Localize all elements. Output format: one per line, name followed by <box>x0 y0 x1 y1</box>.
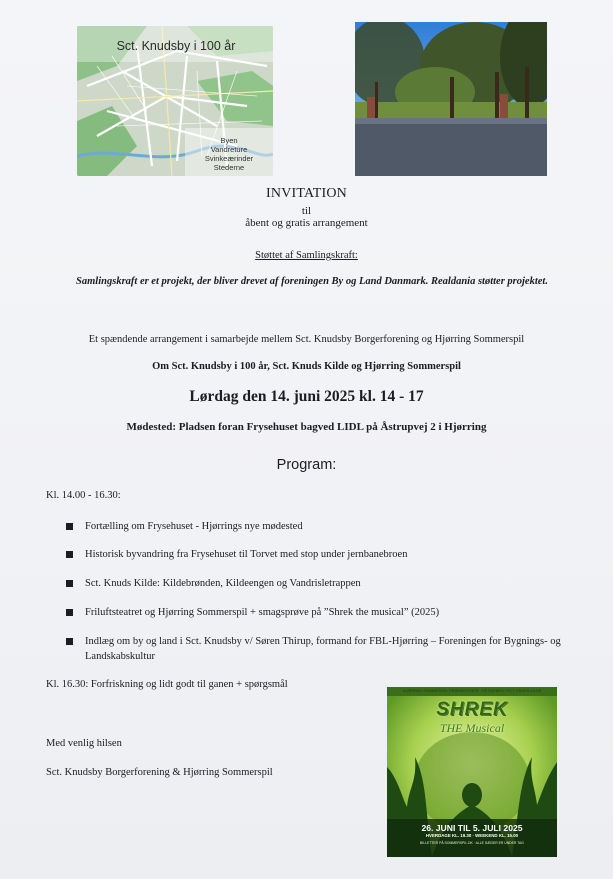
poster-times: HVERDAGE KL. 19.30 · WEEKEND KL. 15.00 <box>425 833 519 838</box>
poster-footer: BILLETTER PÅ SOMMERSPIL.DK · ALLE SÆDER ER UNDER TAG <box>420 841 524 845</box>
poster-subtitle: THE Musical <box>439 721 505 735</box>
support-label: Støttet af Samlingskraft: <box>255 250 358 261</box>
about-text: Om Sct. Knudsby i 100 år, Sct. Knuds Kilde og Hjørring Sommerspil <box>152 361 461 372</box>
closing-regards: Med venlig hilsen <box>46 738 122 749</box>
map-legend-item: Stederne <box>213 163 245 172</box>
poster-dates: 26. JUNI TIL 5. JULI 2025 <box>421 823 523 833</box>
closing-signature: Sct. Knudsby Borgerforening & Hjørring Sommerspil <box>46 767 273 778</box>
program-item-text: Friluftsteatret og Hjørring Sommerspil + smagsprøve på ”Shrek the musical” (2025) <box>85 607 440 618</box>
bullet-icon <box>66 523 73 530</box>
invitation-til: til <box>301 205 312 217</box>
park-photo <box>355 22 547 176</box>
shrek-poster <box>387 687 557 857</box>
program-item-text: Historisk byvandring fra Frysehuset til Torvet med stop under jernbanebroen <box>85 549 408 560</box>
program-time-first: Kl. 14.00 - 16.30: <box>46 490 121 501</box>
map-legend <box>189 136 269 172</box>
poster-top-line: HJØRRING SOMMERSPIL PRÆSENTERER · PÅ SCENEN I SCT. KNUDS KILDE <box>402 689 542 693</box>
district-map-image <box>77 26 273 176</box>
map-title: Sct. Knudsby i 100 år <box>116 39 236 53</box>
program-heading: Program: <box>276 457 337 473</box>
collaboration-text: Et spændende arrangement i samarbejde mellem Sct. Knudsby Borgerforening og Hjørring Sommerspil <box>88 334 525 345</box>
bullet-icon <box>66 580 73 587</box>
park-photo-graphic <box>355 22 547 176</box>
bullet-icon <box>66 609 73 616</box>
invitation-subtitle: åbent og gratis arrangement <box>245 217 368 229</box>
map-legend-item: Svinkeærinder <box>204 154 254 163</box>
program-item-text: Indlæg om by og land i Sct. Knudsby v/ Søren Thirup, formand for FBL-Hjørring – Foreningen for Bygnings- og Landskabskultur <box>85 636 561 662</box>
bullet-icon <box>66 638 73 645</box>
map-legend-item: Byen <box>220 136 238 145</box>
poster-title: SHREK <box>436 699 508 720</box>
event-date: Lørdag den 14. juni 2025 kl. 14 - 17 <box>189 388 424 405</box>
map-legend-item: Vandreture <box>210 145 248 154</box>
invitation-title: INVITATION <box>266 186 347 201</box>
program-time-second: Kl. 16.30: Forfriskning og lidt godt til ganen + spørgsmål <box>46 679 288 690</box>
bullet-icon <box>66 551 73 558</box>
program-item-text: Sct. Knuds Kilde: Kildebrønden, Kildeengen og Vandrisletrappen <box>85 578 361 589</box>
support-text: Samlingskraft er et projekt, der bliver drevet af foreningen By og Land Danmark. Realdania støtter projektet. <box>76 276 548 287</box>
program-item-text: Fortælling om Frysehuset - Hjørrings nye mødested <box>85 521 303 532</box>
meeting-place: Mødested: Pladsen foran Frysehuset bagved LIDL på Åstrupvej 2 i Hjørring <box>126 421 487 433</box>
